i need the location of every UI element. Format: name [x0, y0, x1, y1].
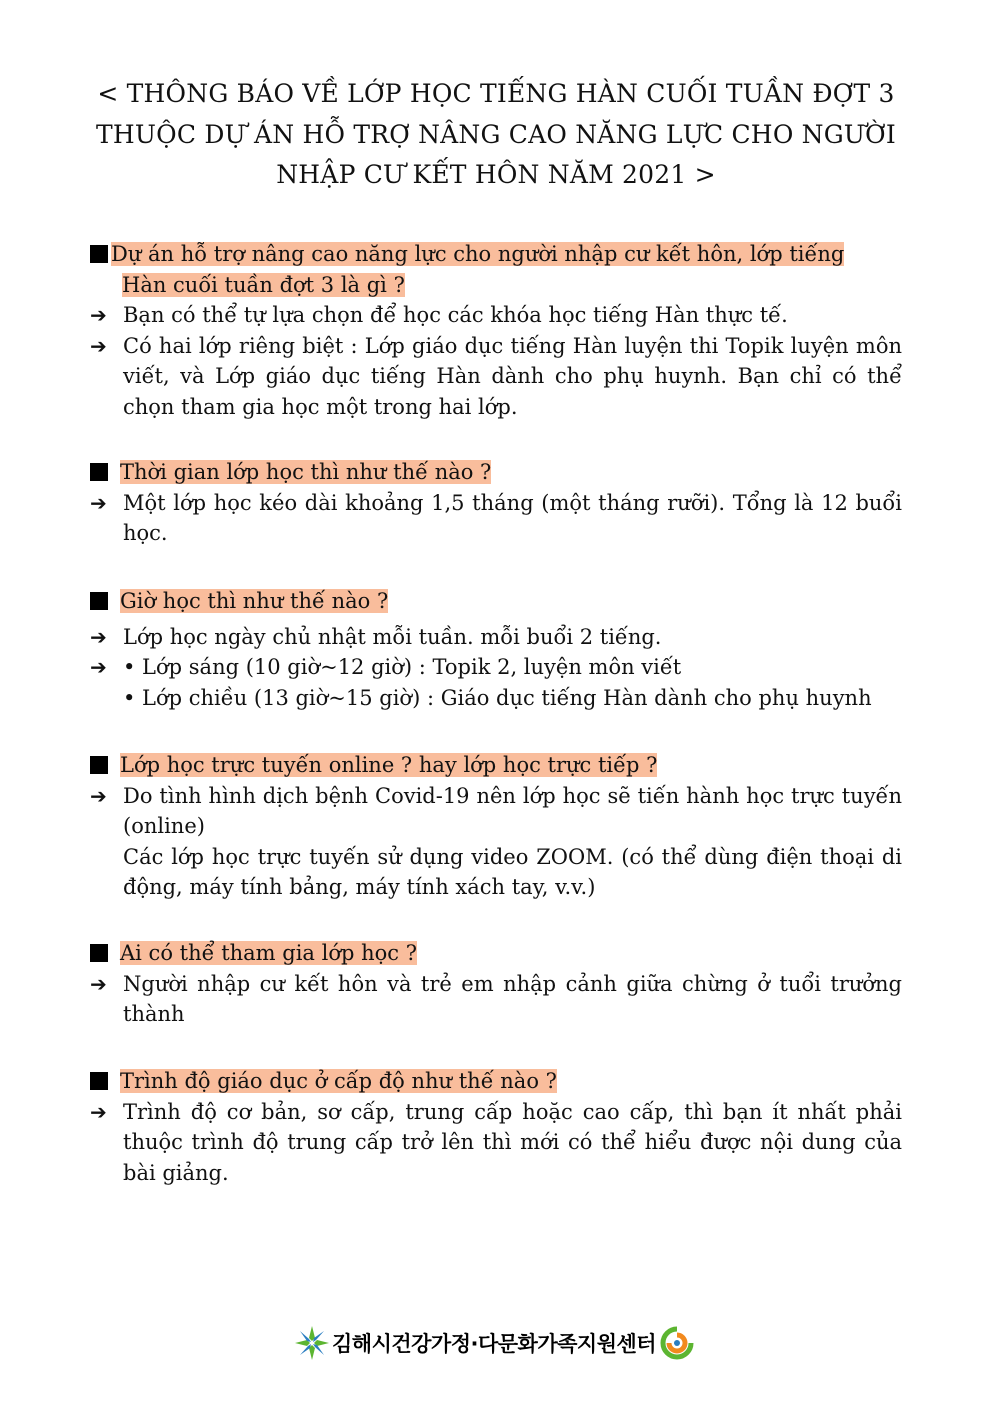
answer-text: Có hai lớp riêng biệt : Lớp giáo dục tiếng Hàn luyện thi Topik luyện môn viết, và Lớp giáo dục tiếng Hàn dành cho phụ huynh. Bạn chỉ có thể chọn tham gia học một trong hai lớp. — [123, 333, 902, 419]
arrow-icon: ➔ — [90, 783, 107, 808]
answer-extra-text: Các lớp học trực tuyến sử dụng video ZOOM. (có thể dùng điện thoại di động, máy tính bảng, máy tính xách tay, v.v.) — [123, 844, 902, 899]
answer-text: Do tình hình dịch bệnh Covid-19 nên lớp học sẽ tiến hành học trực tuyến (online) — [123, 783, 902, 838]
section-question — [90, 1066, 902, 1097]
title-line-3: NHẬP CƯ KẾT HÔN NĂM 2021 > — [276, 160, 716, 189]
arrow-icon: ➔ — [90, 490, 107, 515]
question-text: Giờ học thì như thế nào ? — [120, 589, 389, 613]
question-text: Lớp học trực tuyến online ? hay lớp học trực tiếp ? — [120, 753, 658, 777]
square-bullet-icon — [90, 1072, 108, 1090]
answer-item — [90, 300, 902, 331]
section-3 — [90, 586, 902, 713]
question-text: Dự án hỗ trợ nâng cao năng lực cho người nhập cư kết hôn, lớp tiếng — [111, 242, 845, 266]
answer-item — [90, 622, 902, 653]
square-bullet-icon — [90, 756, 108, 774]
arrow-icon: ➔ — [90, 655, 107, 679]
answer-item — [90, 488, 902, 549]
section-question — [90, 750, 902, 781]
section-1 — [90, 239, 902, 422]
square-bullet-icon — [90, 463, 108, 481]
section-2 — [90, 457, 902, 549]
square-bullet-icon — [90, 592, 108, 610]
answer-item — [90, 781, 902, 842]
answer-item — [90, 331, 902, 423]
answer-text: Lớp học ngày chủ nhật mỗi tuần. mỗi buổi 2 tiếng. — [123, 624, 662, 649]
section-6 — [90, 1066, 902, 1188]
class-schedule-afternoon: • Lớp chiều (13 giờ~15 giờ) : Giáo dục tiếng Hàn dành cho phụ huynh — [123, 685, 872, 710]
starburst-logo-icon — [294, 1325, 330, 1361]
square-bullet-icon — [90, 245, 108, 263]
arrow-icon: ➔ — [90, 1099, 107, 1124]
question-text: Trình độ giáo dục ở cấp độ như thế nào ? — [120, 1069, 557, 1093]
swirl-logo-icon — [659, 1325, 695, 1361]
arrow-icon: ➔ — [90, 971, 107, 996]
class-schedule-morning: • Lớp sáng (10 giờ~12 giờ) : Topik 2, luyện môn viết — [123, 655, 682, 679]
question-text-continued: Hàn cuối tuần đợt 3 là gì ? — [122, 272, 405, 297]
organization-name: 김해시건강가정·다문화가족지원센터 — [332, 1332, 657, 1356]
footer-organization-logo — [294, 1325, 695, 1361]
arrow-icon: ➔ — [90, 303, 107, 327]
answer-extra — [90, 842, 902, 903]
section-question — [90, 938, 902, 969]
answer-text: Một lớp học kéo dài khoảng 1,5 tháng (một tháng rưỡi). Tổng là 12 buổi học. — [123, 490, 902, 545]
arrow-icon: ➔ — [90, 333, 107, 358]
square-bullet-icon — [90, 944, 108, 962]
section-question — [90, 239, 902, 300]
document-title — [90, 74, 902, 196]
answer-item — [90, 969, 902, 1030]
title-line-2: THUỘC DỰ ÁN HỖ TRỢ NÂNG CAO NĂNG LỰC CHO NGƯỜI — [96, 119, 896, 149]
answer-item — [90, 652, 902, 713]
section-4 — [90, 750, 902, 903]
section-question — [90, 586, 902, 617]
question-text: Thời gian lớp học thì như thế nào ? — [120, 460, 492, 484]
answer-text: Trình độ cơ bản, sơ cấp, trung cấp hoặc cao cấp, thì bạn ít nhất phải thuộc trình độ trung cấp trở lên thì mới có thể hiểu được nội dung của bài giảng. — [123, 1099, 902, 1185]
title-line-1: < THÔNG BÁO VỀ LỚP HỌC TIẾNG HÀN CUỐI TUẦN ĐỢT 3 — [97, 79, 895, 108]
arrow-icon: ➔ — [90, 624, 107, 649]
answer-item — [90, 1097, 902, 1189]
question-text: Ai có thể tham gia lớp học ? — [120, 941, 417, 965]
section-question — [90, 457, 902, 488]
section-5 — [90, 938, 902, 1030]
answer-text: Người nhập cư kết hôn và trẻ em nhập cảnh giữa chừng ở tuổi trưởng thành — [123, 971, 902, 1026]
answer-text: Bạn có thể tự lựa chọn để học các khóa học tiếng Hàn thực tế. — [123, 303, 788, 327]
